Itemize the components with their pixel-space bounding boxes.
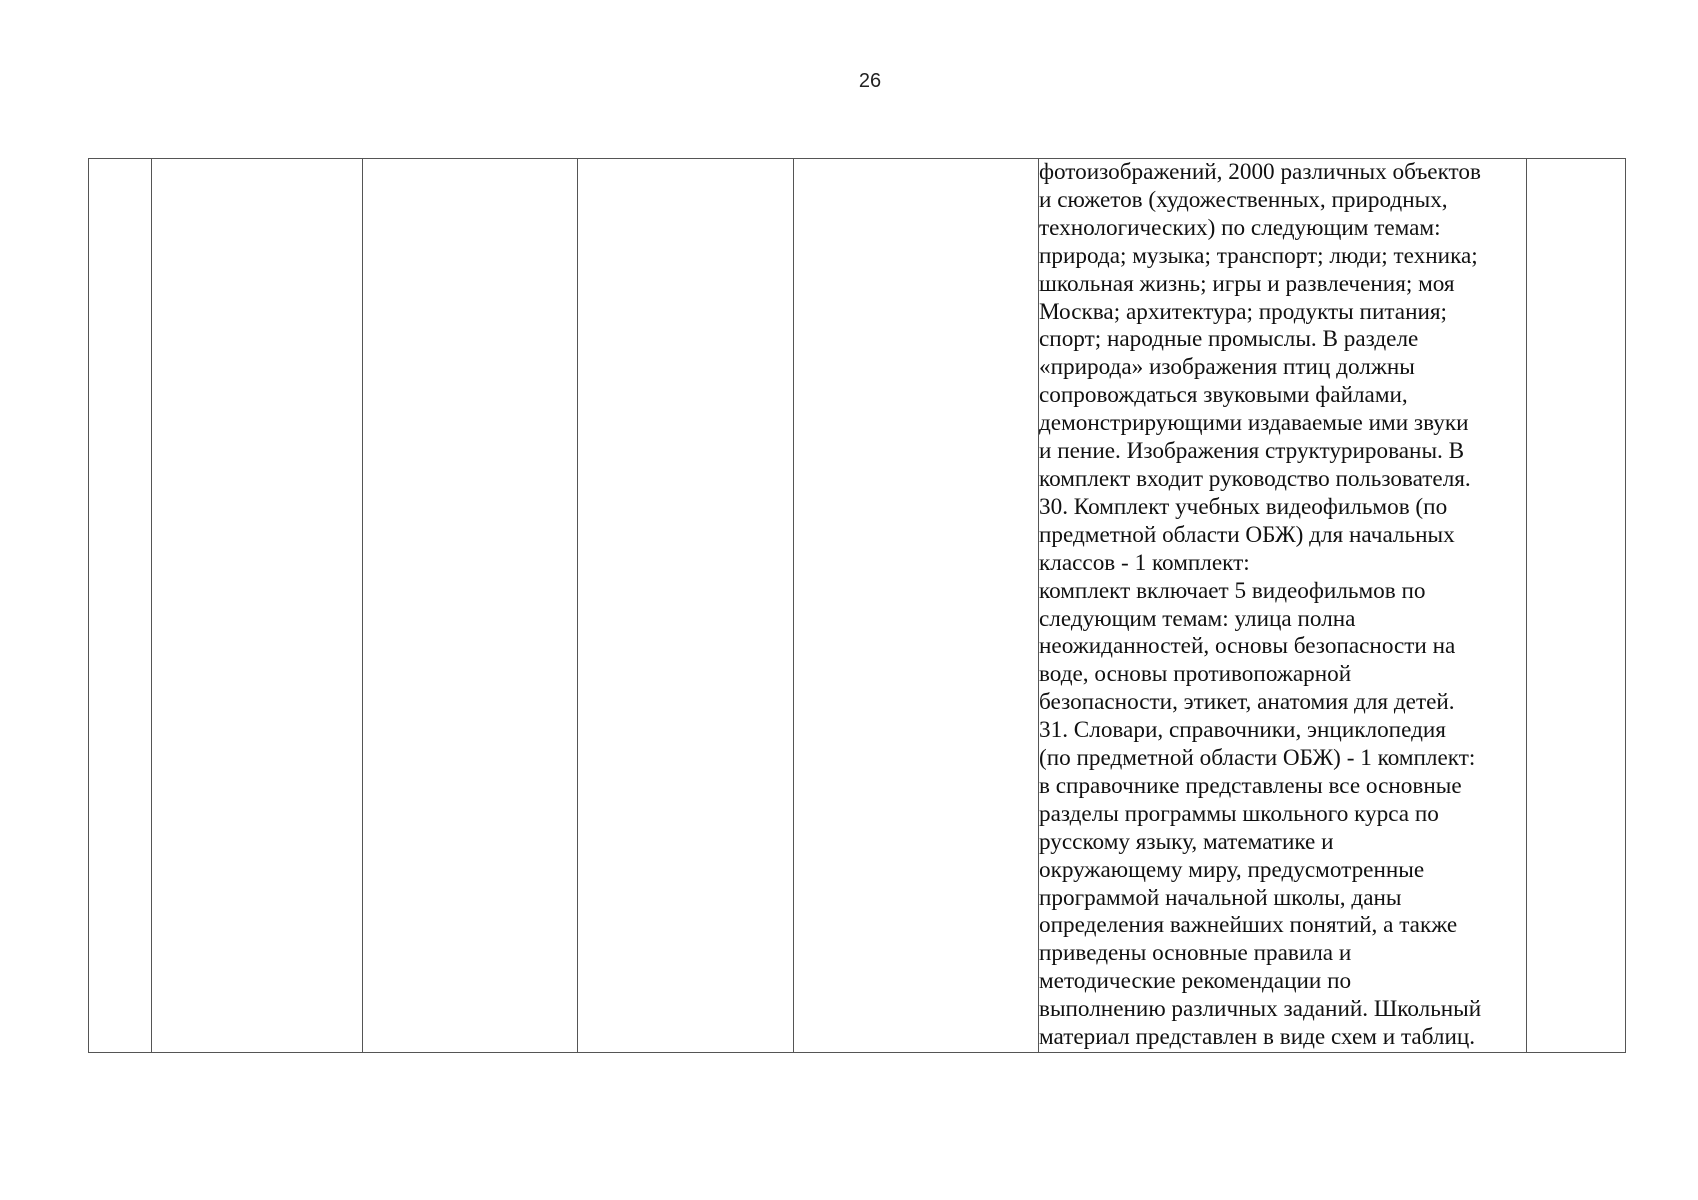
- text-line: следующим темам: улица полна: [1039, 605, 1356, 632]
- text-line: и пение. Изображения структурированы. В: [1039, 438, 1465, 465]
- text-line: фотоизображений, 2000 различных объектов: [1039, 159, 1481, 185]
- text-line: «природа» изображения птиц должны: [1039, 354, 1415, 381]
- text-line: и сюжетов (художественных, природных,: [1039, 186, 1448, 213]
- text-line: определения важнейших понятий, а также: [1039, 912, 1458, 939]
- text-line: сопровождаться звуковыми файлами,: [1039, 382, 1408, 409]
- text-line: методические рекомендации по: [1039, 968, 1352, 995]
- empty-cell: [578, 159, 794, 1053]
- text-line: неожиданностей, основы безопасности на: [1039, 633, 1456, 660]
- empty-cell: [1527, 159, 1626, 1053]
- text-line: Москва; архитектура; продукты питания;: [1039, 298, 1447, 325]
- text-line: спорт; народные промыслы. В разделе: [1039, 326, 1419, 353]
- text-line: демонстрирующими издаваемые ими звуки: [1039, 410, 1469, 437]
- text-line: предметной области ОБЖ) для начальных: [1039, 521, 1455, 548]
- description-cell: [1039, 159, 1527, 1053]
- text-line: 31. Словари, справочники, энциклопедия: [1039, 717, 1446, 744]
- text-line: окружающему миру, предусмотренные: [1039, 856, 1425, 883]
- text-line: природа; музыка; транспорт; люди; техника;: [1039, 242, 1478, 269]
- text-line: технологических) по следующим темам:: [1039, 214, 1441, 241]
- text-line: (по предметной области ОБЖ) - 1 комплект:: [1039, 745, 1476, 772]
- equipment-table: [88, 158, 1626, 1053]
- text-line: выполнению различных заданий. Школьный: [1039, 996, 1482, 1023]
- text-line: воде, основы противопожарной: [1039, 661, 1352, 688]
- text-line: комплект входит руководство пользователя.: [1039, 465, 1471, 492]
- text-line: 30. Комплект учебных видеофильмов (по: [1039, 493, 1448, 520]
- text-line: разделы программы школьного курса по: [1039, 800, 1439, 827]
- number-cell: [89, 159, 152, 1053]
- text-line: школьная жизнь; игры и развлечения; моя: [1039, 270, 1455, 297]
- text-line: в справочнике представлены все основные: [1039, 772, 1462, 799]
- text-line: безопасности, этикет, анатомия для детей.: [1039, 689, 1455, 716]
- table-row: [89, 159, 1626, 1053]
- text-line: приведены основные правила и: [1039, 940, 1352, 967]
- text-line: программой начальной школы, даны: [1039, 884, 1402, 911]
- text-line: русскому языку, математике и: [1039, 828, 1334, 855]
- empty-cell: [363, 159, 578, 1053]
- page-number: 26: [858, 70, 882, 92]
- text-line: классов - 1 комплект:: [1039, 549, 1250, 576]
- text-line: материал представлен в виде схем и таблиц.: [1039, 1024, 1476, 1051]
- empty-cell: [152, 159, 363, 1053]
- text-line: комплект включает 5 видеофильмов по: [1039, 577, 1426, 604]
- empty-cell: [794, 159, 1039, 1053]
